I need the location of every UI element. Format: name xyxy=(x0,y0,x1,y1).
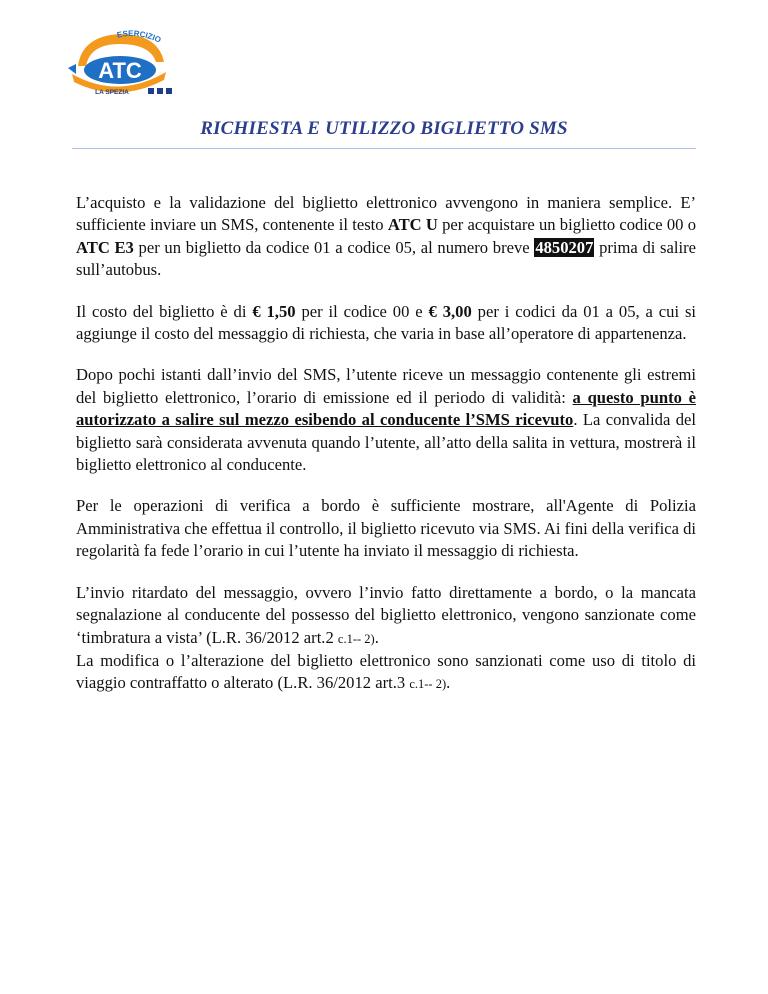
paragraph-3 xyxy=(76,364,696,476)
p2-text-3: per i codici da 01 a 05, a cui si aggiunge il costo del messaggio di richiesta, che varia in base all’operatore di appartenenza. xyxy=(76,301,697,344)
short-number: 4850207 xyxy=(535,237,594,257)
paragraph-5 xyxy=(76,582,696,650)
p5-law-ref: c.1-- 2) xyxy=(337,631,375,646)
document-body xyxy=(76,192,696,715)
logo-brand: ATC xyxy=(98,58,142,83)
p2-text-2: per il codice 00 e xyxy=(295,301,429,321)
page-title: RICHIESTA E UTILIZZO BIGLIETTO SMS xyxy=(200,118,568,139)
authorization-notice: a questo punto è autorizzato a salire sul mezzo esibendo al conducente l’SMS ricevuto xyxy=(76,387,696,430)
p3-text-1: Dopo pochi istanti dall’invio del SMS, l’utente riceve un messaggio contenente gli estremi del biglietto elettronico, l’orario di emissione ed il periodo di validità: xyxy=(76,365,696,407)
logo-left-tip xyxy=(68,64,76,74)
p6-law-ref: c.1-- 2) xyxy=(409,677,447,692)
atc-logo xyxy=(62,22,174,104)
p5-text-1: L’invio ritardato del messaggio, ovvero l’invio fatto direttamente a bordo, o la mancata segnalazione al conducente del possesso del biglietto elettronico, vengono sanzionate come ‘timbratura a vista’ (L.R. 36/2012 art.2 xyxy=(76,582,696,647)
price-codes-01-05: € 3,00 xyxy=(428,301,472,321)
sms-text-urban: ATC U xyxy=(387,215,438,235)
p1-text-1: L’acquisto e la validazione del biglietto elettronico avvengono in maniera semplice. E’ sufficiente inviare un SMS, contenente il testo xyxy=(76,193,696,235)
paragraph-4 xyxy=(76,495,696,562)
p4-text-1: Per le operazioni di verifica a bordo è sufficiente mostrare, all'Agente di Polizia Amministrativa che effettua il controllo, il biglietto ricevuto via SMS. Ai fini della verifica di regolarità fa fede l’orario in cui l’utente ha inviato il messaggio di richiesta. xyxy=(76,496,696,561)
p3-text-2: . La convalida del biglietto sarà considerata avvenuta quando l’utente, all’atto della salita in vettura, mostrerà il biglietto elettronico al conducente. xyxy=(76,410,696,475)
logo-subtitle: LA SPEZIA xyxy=(95,89,129,96)
logo-arc-text: ESERCIZIO xyxy=(116,28,163,45)
p5-text-2: . xyxy=(374,627,379,647)
p6-text-2: . xyxy=(446,673,451,693)
logo-square-3 xyxy=(166,88,172,94)
paragraph-1 xyxy=(76,192,696,282)
p2-text-1: Il costo del biglietto è di xyxy=(76,301,253,321)
sms-text-extra: ATC E3 xyxy=(76,237,134,257)
p6-text-1: La modifica o l’alterazione del biglietto elettronico sono sanzionati come uso di titolo di viaggio contraffatto o alterato (L.R. 36/2012 art.3 xyxy=(76,650,696,693)
title-divider xyxy=(72,148,696,149)
paragraph-6 xyxy=(76,650,696,696)
logo-square-2 xyxy=(157,88,163,94)
p1-text-2: per acquistare un biglietto codice 00 o xyxy=(437,215,697,235)
paragraph-2 xyxy=(76,301,696,346)
p1-text-3: per un biglietto da codice 01 a codice 05, al numero breve xyxy=(133,237,535,257)
p1-text-4: prima di salire sull’autobus. xyxy=(76,237,696,280)
logo-square-1 xyxy=(148,88,154,94)
price-code-00: € 1,50 xyxy=(252,301,296,321)
